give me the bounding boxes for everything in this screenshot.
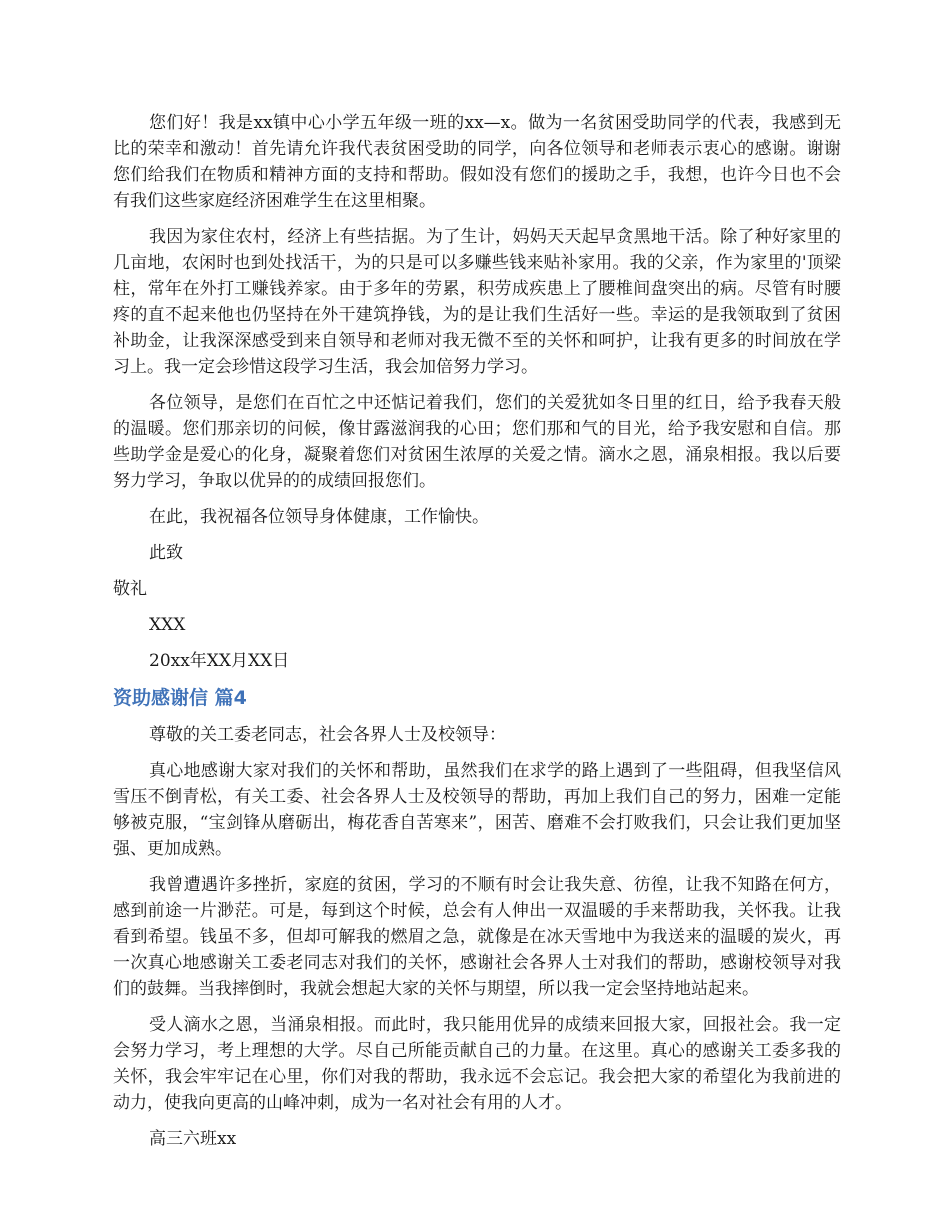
letter3-paragraph-2: 我因为家住农村，经济上有些拮据。为了生计，妈妈天天起早贪黑地干活。除了种好家里的几亩地，农闲时也到处找活干，为的只是可以多赚些钱来贴补家用。我的父亲，作为家里的'顶梁柱，常年在外打工赚钱养家。由于多年的劳累，积劳成疾患上了腰椎间盘突出的病。尽管有时腰疼的直不起来他也仍坚持在外干建筑挣钱，为的是让我们生活好一些。幸运的是我领取到了贫困补助金，让我深深感受到来自领导和老师对我无微不至的关怀和呵护，让我有更多的时间放在学习上。我一定会珍惜这段学习生活，我会加倍努力学习。: [113, 227, 841, 377]
letter4-salutation: 尊敬的关工委老同志，社会各界人士及校领导：: [149, 725, 506, 745]
letter4-paragraph-1: 真心地感谢大家对我们的关怀和帮助，虽然我们在求学的路上遇到了一些阻碍，但我坚信风雪压不倒青松，有关工委、社会各界人士及校领导的帮助，再加上我们自己的努力，困难一定能够被克服，“宝剑锋从磨砺出，梅花香自苦寒来”，困苦、磨难不会打败我们，只会让我们更加坚强、更加成熟。: [113, 761, 841, 859]
letter3-date: 20xx年XX月XX日: [149, 651, 290, 671]
letter4-paragraph-2: 我曾遭遇许多挫折，家庭的贫困，学习的不顺有时会让我失意、彷徨，让我不知路在何方，感到前途一片渺茫。可是，每到这个时候，总会有人伸出一双温暖的手来帮助我，关怀我。让我看到希望。钱虽不多，但却可解我的燃眉之急，就像是在冰天雪地中为我送来的温暖的炭火，再一次真心地感谢关工委老同志对我们的关怀，感谢社会各界人士对我们的帮助，感谢校领导对我们的鼓舞。当我摔倒时，我就会想起大家的关怀与期望，所以我一定会坚持地站起来。: [113, 875, 841, 999]
letter4-signature: 高三六班xx: [149, 1129, 237, 1149]
letter3-paragraph-4: 在此，我祝福各位领导身体健康，工作愉快。: [149, 507, 489, 527]
document-page: [113, 110, 841, 1162]
letter3-signature: XXX: [149, 615, 186, 635]
letter3-paragraph-3: 各位领导，是您们在百忙之中还惦记着我们，您们的关爱犹如冬日里的红日，给予我春天般的温暖。您们那亲切的问候，像甘露滋润我的心田；您们那和气的目光，给予我安慰和自信。那些助学金是爱心的化身，凝聚着您们对贫困生浓厚的关爱之情。滴水之恩，涌泉相报。我以后要努力学习，争取以优异的的成绩回报您们。: [113, 393, 841, 491]
letter4-paragraph-3: 受人滴水之恩，当涌泉相报。而此时，我只能用优异的成绩来回报大家，回报社会。我一定会努力学习，考上理想的大学。尽自己所能贡献自己的力量。在这里。真心的感谢关工委多我的关怀，我会牢牢记在心里，你们对我的帮助，我永远不会忘记。我会把大家的希望化为我前进的动力，使我向更高的山峰冲刺，成为一名对社会有用的人才。: [113, 1015, 841, 1113]
section-heading: 资助感谢信 篇4: [113, 687, 247, 709]
letter3-closing-jingli: 敬礼: [113, 579, 147, 599]
letter3-paragraph-1: 您们好！我是xx镇中心小学五年级一班的xx—x。做为一名贫困受助同学的代表，我感到无比的荣幸和激动！首先请允许我代表贫困受助的同学，向各位领导和老师表示衷心的感谢。谢谢您们给我们在物质和精神方面的支持和帮助。假如没有您们的援助之手，我想，也许今日也不会有我们这些家庭经济困难学生在这里相聚。: [113, 113, 841, 211]
letter3-closing-cizhi: 此致: [149, 543, 183, 563]
